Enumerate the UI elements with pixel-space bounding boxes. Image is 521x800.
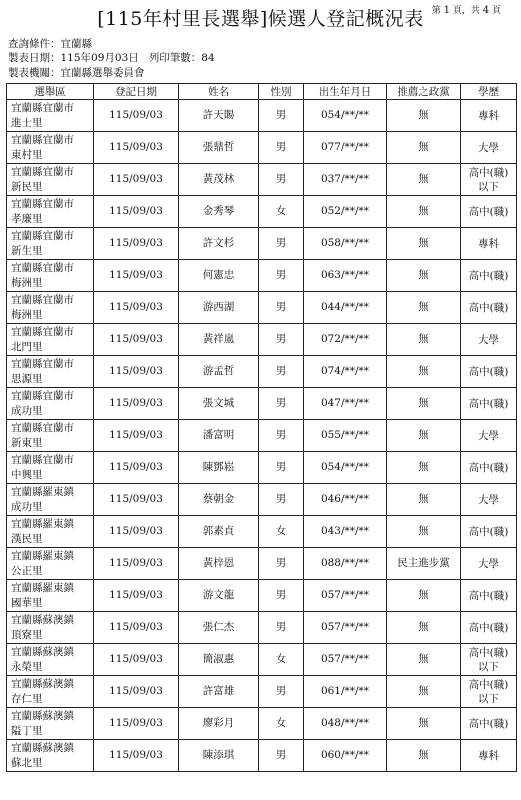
date-cell: 115/09/03 xyxy=(94,644,179,676)
date-cell: 115/09/03 xyxy=(94,324,179,356)
column-header: 登記日期 xyxy=(94,84,179,100)
birth-cell: 061/**/** xyxy=(304,676,387,708)
district-cell: 宜蘭縣宜蘭市 新民里 xyxy=(7,164,94,196)
gender-cell: 男 xyxy=(259,324,304,356)
birth-cell: 037/**/** xyxy=(304,164,387,196)
education-cell: 高中(職) 以下 xyxy=(461,676,517,708)
district-cell: 宜蘭縣宜蘭市 梅洲里 xyxy=(7,292,94,324)
table-row xyxy=(7,292,517,324)
name-cell: 潘富明 xyxy=(179,420,259,452)
education-cell: 高中(職) xyxy=(461,452,517,484)
gender-cell: 男 xyxy=(259,452,304,484)
party-cell: 無 xyxy=(387,292,461,324)
candidate-table xyxy=(6,83,517,772)
date-cell: 115/09/03 xyxy=(94,484,179,516)
gender-cell: 男 xyxy=(259,100,304,132)
party-cell: 無 xyxy=(387,708,461,740)
name-cell: 蔡朝金 xyxy=(179,484,259,516)
birth-cell: 057/**/** xyxy=(304,612,387,644)
date-cell: 115/09/03 xyxy=(94,100,179,132)
party-cell: 無 xyxy=(387,132,461,164)
org-label: 製表機關： xyxy=(8,67,61,79)
date-label: 製表日期： xyxy=(8,52,61,64)
count-value: 84 xyxy=(201,52,215,64)
district-cell: 宜蘭縣宜蘭市 北門里 xyxy=(7,324,94,356)
party-cell: 無 xyxy=(387,484,461,516)
district-cell: 宜蘭縣宜蘭市 孝廉里 xyxy=(7,196,94,228)
gender-cell: 女 xyxy=(259,196,304,228)
party-cell: 無 xyxy=(387,164,461,196)
birth-cell: 054/**/** xyxy=(304,452,387,484)
query-condition xyxy=(8,37,92,51)
date-cell: 115/09/03 xyxy=(94,740,179,772)
table-row xyxy=(7,516,517,548)
education-cell: 高中(職) xyxy=(461,196,517,228)
party-cell: 無 xyxy=(387,612,461,644)
district-cell: 宜蘭縣羅東鎮 國華里 xyxy=(7,580,94,612)
birth-cell: 060/**/** xyxy=(304,740,387,772)
gender-cell: 男 xyxy=(259,292,304,324)
education-cell: 高中(職) xyxy=(461,612,517,644)
date-cell: 115/09/03 xyxy=(94,612,179,644)
name-cell: 游西湖 xyxy=(179,292,259,324)
name-cell: 張文城 xyxy=(179,388,259,420)
name-cell: 許天賜 xyxy=(179,100,259,132)
column-header: 推薦之政黨 xyxy=(387,84,461,100)
education-cell: 高中(職) xyxy=(461,388,517,420)
party-cell: 無 xyxy=(387,196,461,228)
party-cell: 無 xyxy=(387,580,461,612)
page-prefix: 第 xyxy=(431,6,441,16)
date-cell: 115/09/03 xyxy=(94,132,179,164)
table-row xyxy=(7,356,517,388)
page-indicator xyxy=(432,3,501,16)
gender-cell: 男 xyxy=(259,420,304,452)
birth-cell: 057/**/** xyxy=(304,644,387,676)
date-cell: 115/09/03 xyxy=(94,548,179,580)
date-cell: 115/09/03 xyxy=(94,292,179,324)
birth-cell: 047/**/** xyxy=(304,388,387,420)
party-cell: 無 xyxy=(387,260,461,292)
table-row xyxy=(7,676,517,708)
district-cell: 宜蘭縣蘇澳鎮 隘丁里 xyxy=(7,708,94,740)
district-cell: 宜蘭縣羅東鎮 成功里 xyxy=(7,484,94,516)
birth-cell: 048/**/** xyxy=(304,708,387,740)
table-body xyxy=(7,100,517,772)
birth-cell: 057/**/** xyxy=(304,580,387,612)
education-cell: 高中(職) xyxy=(461,292,517,324)
education-cell: 大學 xyxy=(461,420,517,452)
column-header: 學歷 xyxy=(461,84,517,100)
district-cell: 宜蘭縣宜蘭市 新生里 xyxy=(7,228,94,260)
party-cell: 無 xyxy=(387,228,461,260)
table-row xyxy=(7,484,517,516)
table-row xyxy=(7,644,517,676)
table-row xyxy=(7,420,517,452)
education-cell: 專科 xyxy=(461,100,517,132)
name-cell: 黃茂林 xyxy=(179,164,259,196)
education-cell: 高中(職) 以下 xyxy=(461,164,517,196)
birth-cell: 077/**/** xyxy=(304,132,387,164)
education-cell: 專科 xyxy=(461,228,517,260)
table-row xyxy=(7,164,517,196)
page-suffix: 頁 xyxy=(491,6,501,16)
name-cell: 許富雄 xyxy=(179,676,259,708)
district-cell: 宜蘭縣宜蘭市 成功里 xyxy=(7,388,94,420)
gender-cell: 男 xyxy=(259,548,304,580)
district-cell: 宜蘭縣宜蘭市 中興里 xyxy=(7,452,94,484)
name-cell: 游孟哲 xyxy=(179,356,259,388)
birth-cell: 072/**/** xyxy=(304,324,387,356)
table-row xyxy=(7,196,517,228)
query-label: 查詢條件： xyxy=(8,38,61,50)
date-cell: 115/09/03 xyxy=(94,452,179,484)
table-row xyxy=(7,452,517,484)
page-number: 1 xyxy=(443,5,450,16)
district-cell: 宜蘭縣宜蘭市 新東里 xyxy=(7,420,94,452)
report-org xyxy=(8,66,145,80)
table-row xyxy=(7,260,517,292)
date-cell: 115/09/03 xyxy=(94,356,179,388)
education-cell: 大學 xyxy=(461,324,517,356)
education-cell: 高中(職) xyxy=(461,708,517,740)
date-cell: 115/09/03 xyxy=(94,420,179,452)
column-header: 選舉區 xyxy=(7,84,94,100)
table-row xyxy=(7,708,517,740)
date-cell: 115/09/03 xyxy=(94,260,179,292)
name-cell: 郭素貞 xyxy=(179,516,259,548)
district-cell: 宜蘭縣蘇澳鎮 永榮里 xyxy=(7,644,94,676)
table-row xyxy=(7,132,517,164)
date-cell: 115/09/03 xyxy=(94,708,179,740)
district-cell: 宜蘭縣宜蘭市 進士里 xyxy=(7,100,94,132)
birth-cell: 054/**/** xyxy=(304,100,387,132)
page-total: 4 xyxy=(482,5,490,16)
date-value: 115年09月03日 xyxy=(60,52,139,64)
district-cell: 宜蘭縣宜蘭市 東村里 xyxy=(7,132,94,164)
party-cell: 無 xyxy=(387,516,461,548)
name-cell: 陳鄧崧 xyxy=(179,452,259,484)
education-cell: 大學 xyxy=(461,484,517,516)
org-value: 宜蘭縣選舉委員會 xyxy=(60,67,145,79)
gender-cell: 男 xyxy=(259,676,304,708)
table-row xyxy=(7,580,517,612)
gender-cell: 女 xyxy=(259,708,304,740)
date-cell: 115/09/03 xyxy=(94,164,179,196)
name-cell: 金秀琴 xyxy=(179,196,259,228)
gender-cell: 男 xyxy=(259,740,304,772)
name-cell: 黃祥嵐 xyxy=(179,324,259,356)
table-row xyxy=(7,324,517,356)
party-cell: 無 xyxy=(387,644,461,676)
column-header: 姓名 xyxy=(179,84,259,100)
birth-cell: 074/**/** xyxy=(304,356,387,388)
table-row xyxy=(7,228,517,260)
date-cell: 115/09/03 xyxy=(94,228,179,260)
district-cell: 宜蘭縣蘇澳鎮 頂寮里 xyxy=(7,612,94,644)
birth-cell: 055/**/** xyxy=(304,420,387,452)
name-cell: 陳添琪 xyxy=(179,740,259,772)
gender-cell: 男 xyxy=(259,164,304,196)
party-cell: 無 xyxy=(387,676,461,708)
count-label: 列印筆數： xyxy=(148,52,202,64)
date-cell: 115/09/03 xyxy=(94,676,179,708)
report-date-line xyxy=(8,51,215,65)
district-cell: 宜蘭縣宜蘭市 思源里 xyxy=(7,356,94,388)
page-title: [115年村里長選舉]候選人登記概況表 xyxy=(97,8,424,30)
party-cell: 無 xyxy=(387,740,461,772)
education-cell: 大學 xyxy=(461,548,517,580)
date-cell: 115/09/03 xyxy=(94,388,179,420)
name-cell: 許文杉 xyxy=(179,228,259,260)
education-cell: 高中(職) 以下 xyxy=(461,644,517,676)
gender-cell: 男 xyxy=(259,356,304,388)
party-cell: 無 xyxy=(387,388,461,420)
district-cell: 宜蘭縣宜蘭市 梅洲里 xyxy=(7,260,94,292)
education-cell: 高中(職) xyxy=(461,580,517,612)
date-cell: 115/09/03 xyxy=(94,580,179,612)
gender-cell: 男 xyxy=(259,260,304,292)
name-cell: 何憲忠 xyxy=(179,260,259,292)
birth-cell: 052/**/** xyxy=(304,196,387,228)
gender-cell: 女 xyxy=(259,644,304,676)
table-header-row xyxy=(7,84,517,100)
gender-cell: 男 xyxy=(259,388,304,420)
table-row xyxy=(7,740,517,772)
name-cell: 游文龍 xyxy=(179,580,259,612)
party-cell: 無 xyxy=(387,356,461,388)
birth-cell: 063/**/** xyxy=(304,260,387,292)
gender-cell: 男 xyxy=(259,132,304,164)
gender-cell: 男 xyxy=(259,484,304,516)
party-cell: 無 xyxy=(387,420,461,452)
birth-cell: 046/**/** xyxy=(304,484,387,516)
education-cell: 高中(職) xyxy=(461,260,517,292)
birth-cell: 058/**/** xyxy=(304,228,387,260)
education-cell: 高中(職) xyxy=(461,516,517,548)
education-cell: 專科 xyxy=(461,740,517,772)
district-cell: 宜蘭縣羅東鎮 公正里 xyxy=(7,548,94,580)
name-cell: 廖彩月 xyxy=(179,708,259,740)
name-cell: 黃梓恩 xyxy=(179,548,259,580)
name-cell: 張鼎哲 xyxy=(179,132,259,164)
column-header: 出生年月日 xyxy=(304,84,387,100)
name-cell: 簡淑惠 xyxy=(179,644,259,676)
table-row xyxy=(7,612,517,644)
table-row xyxy=(7,388,517,420)
date-cell: 115/09/03 xyxy=(94,196,179,228)
table-row xyxy=(7,100,517,132)
date-cell: 115/09/03 xyxy=(94,516,179,548)
party-cell: 民主進步黨 xyxy=(387,548,461,580)
education-cell: 高中(職) xyxy=(461,356,517,388)
gender-cell: 女 xyxy=(259,516,304,548)
gender-cell: 男 xyxy=(259,580,304,612)
birth-cell: 088/**/** xyxy=(304,548,387,580)
district-cell: 宜蘭縣蘇澳鎮 蘇北里 xyxy=(7,740,94,772)
district-cell: 宜蘭縣羅東鎮 漢民里 xyxy=(7,516,94,548)
education-cell: 大學 xyxy=(461,132,517,164)
query-value: 宜蘭縣 xyxy=(60,38,92,50)
birth-cell: 044/**/** xyxy=(304,292,387,324)
name-cell: 張仁杰 xyxy=(179,612,259,644)
party-cell: 無 xyxy=(387,452,461,484)
gender-cell: 男 xyxy=(259,612,304,644)
district-cell: 宜蘭縣蘇澳鎮 存仁里 xyxy=(7,676,94,708)
column-header: 性別 xyxy=(259,84,304,100)
party-cell: 無 xyxy=(387,100,461,132)
table-row xyxy=(7,548,517,580)
birth-cell: 043/**/** xyxy=(304,516,387,548)
page-mid: 頁，共 xyxy=(452,6,480,16)
gender-cell: 男 xyxy=(259,228,304,260)
party-cell: 無 xyxy=(387,324,461,356)
